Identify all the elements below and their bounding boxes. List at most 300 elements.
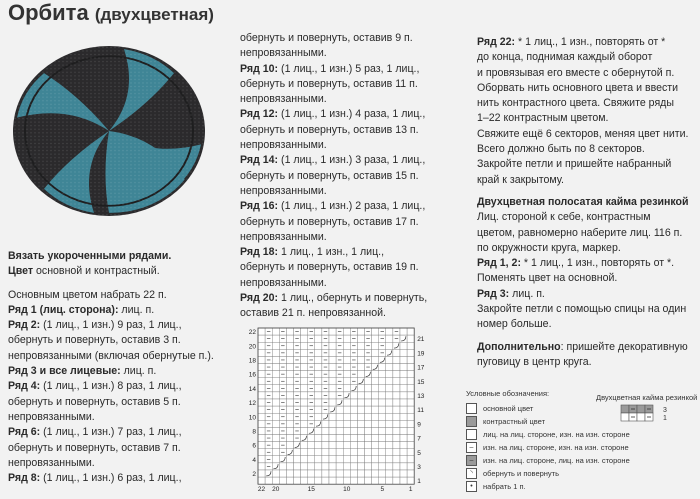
edge-row-label: 3 [663,407,667,414]
chart-cell [258,328,265,335]
chart-cell [343,328,350,335]
chart-cell [393,385,400,392]
chart-cell [393,413,400,420]
chart-cell [386,335,393,342]
chart-cell [393,463,400,470]
chart-cell [379,406,386,413]
chart-cell [407,349,414,356]
dash-square-icon: – [466,442,477,453]
chart-cell [315,392,322,399]
chart-cell [393,342,400,349]
chart-cell [322,449,329,456]
chart-cell [329,406,336,413]
chart-cell [400,385,407,392]
chart-cell [286,371,293,378]
chart-cell [329,420,336,427]
chart-cell [393,364,400,371]
row-22-cont: нить контрастного цвета. Свяжите ряды [477,97,674,110]
chart-cell [286,463,293,470]
chart-cell [279,470,286,477]
chart-cell [272,420,279,427]
chart-cell [343,371,350,378]
chart-cell [379,356,386,363]
chart-cell [258,449,265,456]
chart-cell [286,477,293,484]
chart-cell [301,385,308,392]
chart-cell [308,456,315,463]
chart-cell [322,456,329,463]
row-22-cont: до конца, поднимая каждый оборот [477,51,653,64]
cast-on-line: Основным цветом набрать 22 п. [8,288,167,301]
chart-cell [301,399,308,406]
chart-cell [357,378,364,385]
chart-cell [258,378,265,385]
chart-cell [315,335,322,342]
blank-square-icon [466,429,477,440]
chart-cell [322,477,329,484]
chart-cell [372,392,379,399]
chart-cell [329,399,336,406]
chart-cell [365,477,372,484]
chart-cell [301,335,308,342]
row-2: Ряд 2: (1 лиц., 1 изн.) 9 раз, 1 лиц., [8,319,182,332]
row-label-right: 1 [417,478,421,486]
chart-cell [343,463,350,470]
chart-cell [393,349,400,356]
chart-cell [372,371,379,378]
chart-cell [272,463,279,470]
chart-cell [329,463,336,470]
row-6: Ряд 6: (1 лиц., 1 изн.) 7 раз, 1 лиц., [8,426,182,439]
row-label-right: 3 [417,464,421,471]
row-label-right: 21 [417,336,425,344]
row-14: Ряд 14: (1 лиц., 1 изн.) 3 раза, 1 лиц., [240,154,426,167]
chart-cell [372,427,379,434]
row-22-cont: Закройте петли и пришейте набранный [477,158,672,171]
chart-cell [372,435,379,442]
chart-cell [272,442,279,449]
chart-cell [400,356,407,363]
chart-cell [286,349,293,356]
chart-cell [294,470,301,477]
chart-cell [272,427,279,434]
col-label: 20 [272,486,280,494]
chart-cell [315,449,322,456]
chart-cell [258,349,265,356]
chart-cell [393,392,400,399]
chart-cell [329,371,336,378]
row-4-cont: обернуть и повернуть, оставив 5 п. [8,395,181,408]
chart-cell [329,435,336,442]
chart-cell [343,342,350,349]
chart-cell [286,392,293,399]
chart-cell [343,406,350,413]
chart-cell [336,470,343,477]
chart-cell [365,371,372,378]
chart-cell [407,378,414,385]
chart-cell [357,385,364,392]
dash-square-icon: – [466,455,477,466]
row-label-left: 6 [252,442,256,450]
chart-cell [258,456,265,463]
chart-cell [315,435,322,442]
col-label: 1 [408,486,413,494]
chart-cell [365,385,372,392]
chart-cell [357,349,364,356]
chart-cell [258,477,265,484]
chart-cell [336,420,343,427]
chart-cell [357,449,364,456]
chart-cell [329,449,336,456]
chart-cell [407,385,414,392]
row-8: Ряд 8: (1 лиц., 1 изн.) 6 раз, 1 лиц., [8,472,182,485]
chart-cell [393,378,400,385]
chart-cell [301,356,308,363]
wrap-square-icon: ◝ [466,468,477,479]
chart-cell [407,335,414,342]
chart-cell [357,342,364,349]
legend-item: – изн. на лиц. стороне, лиц. на изн. стороне [466,454,630,467]
row-4-cont: непровязанными. [8,410,95,423]
chart-cell [379,427,386,434]
chart-cell [407,399,414,406]
chart-cell [372,385,379,392]
row-22: Ряд 22: * 1 лиц., 1 изн., повторять от * [477,36,666,48]
chart-cell [258,463,265,470]
chart-cell [315,477,322,484]
chart-cell [400,378,407,385]
chart-cell [294,442,301,449]
chart-cell [258,442,265,449]
chart-cell [272,356,279,363]
chart-cell [357,413,364,420]
chart-cell [301,420,308,427]
row-14-cont: непровязанными. [240,184,327,197]
chart-cell [315,420,322,427]
chart-cell [343,399,350,406]
chart-cell [279,463,286,470]
chart-cell [286,378,293,385]
chart-cell [301,378,308,385]
edge-section-title: Двухцветная полосатая кайма резинкой [477,195,689,208]
row-label-left: 12 [248,400,256,408]
legend [466,389,630,493]
chart-cell [286,442,293,449]
chart-cell [286,470,293,477]
chart-cell [258,406,265,413]
chart-cell [315,456,322,463]
row-22-cont: край к закрытому. [477,173,564,186]
chart-cell [372,470,379,477]
legend-item: ◝ обернуть и повернуть [466,467,630,480]
chart-cell [350,435,357,442]
chart-cell [301,470,308,477]
chart-cell [308,442,315,449]
knitting-chart [244,324,444,499]
row-22-cont: и провязывая его вместе с обернутой п. [477,66,675,79]
edge-row-1-2-cont: Поменять цвет на основной. [477,272,618,285]
chart-cell [343,356,350,363]
chart-cell [315,442,322,449]
row-22-cont: Свяжите ещё 6 секторов, меняя цвет нити. [477,127,689,140]
chart-cell [372,364,379,371]
chart-cell [322,413,329,420]
chart-cell [301,449,308,456]
chart-cell [301,392,308,399]
chart-cell [308,470,315,477]
chart-cell [350,463,357,470]
chart-cell [379,392,386,399]
chart-cell [400,463,407,470]
chart-cell [272,378,279,385]
extra-note-cont: пуговицу в центр круга. [477,355,592,368]
chart-cell [279,477,286,484]
chart-cell [286,328,293,335]
chart-cell [393,470,400,477]
chart-cell [386,342,393,349]
chart-cell [258,392,265,399]
chart-cell [407,449,414,456]
chart-cell [315,385,322,392]
chart-cell [329,413,336,420]
chart-cell [301,328,308,335]
row-label-left: 18 [248,357,256,365]
chart-cell [294,456,301,463]
chart-cell [372,406,379,413]
chart-cell [329,349,336,356]
row-label-right: 11 [417,407,424,415]
chart-cell [272,406,279,413]
row-label-left: 16 [248,371,256,379]
row-label-right: 5 [417,449,421,457]
chart-cell [286,413,293,420]
chart-cell [329,477,336,484]
chart-cell [329,456,336,463]
chart-cell [343,449,350,456]
chart-cell [272,335,279,342]
chart-cell [365,449,372,456]
chart-cell [258,371,265,378]
chart-cell [379,413,386,420]
chart-cell [258,356,265,363]
row-label-right: 19 [417,350,425,358]
chart-cell [350,477,357,484]
chart-cell [365,442,372,449]
chart-cell [400,371,407,378]
chart-cell [286,420,293,427]
chart-cell [400,427,407,434]
chart-cell [336,427,343,434]
chart-cell [329,356,336,363]
chart-cell [343,477,350,484]
chart-cell [400,349,407,356]
chart-cell [379,385,386,392]
chart-cell [343,364,350,371]
chart-cell [407,435,414,442]
chart-cell [365,470,372,477]
chart-cell [258,413,265,420]
legend-item: лиц. на лиц. стороне, изн. на изн. стороне [466,428,630,441]
chart-cell [301,349,308,356]
chart-cell [357,442,364,449]
chart-cell [258,470,265,477]
chart-cell [350,413,357,420]
edge-row-3: Ряд 3: лиц. п. [477,287,545,300]
chart-cell [343,413,350,420]
chart-cell [286,449,293,456]
chart-cell [372,342,379,349]
chart-cell [343,456,350,463]
chart-cell [329,364,336,371]
chart-cell [400,442,407,449]
chart-cell [357,399,364,406]
row-22-cont: Всего должно быть по 8 секторов. [477,143,645,156]
row-8-cont: обернуть и повернуть, оставив 9 п. [240,32,413,44]
chart-cell [393,456,400,463]
chart-cell [315,378,322,385]
chart-cell [272,399,279,406]
chart-cell [400,470,407,477]
row-18-cont: непровязанными. [240,276,327,289]
chart-cell [407,470,414,477]
chart-cell [407,364,414,371]
chart-cell [315,371,322,378]
chart-cell [336,463,343,470]
chart-cell [315,413,322,420]
chart-cell [343,335,350,342]
chart-cell [258,364,265,371]
chart-cell [258,335,265,342]
dot-square-icon: • [466,481,477,492]
row-10: Ряд 10: (1 лиц., 1 изн.) 5 раз, 1 лиц., [240,62,420,75]
edge-row-1-2: Ряд 1, 2: * 1 лиц., 1 изн., повторять от *. [477,257,675,270]
chart-cell [372,349,379,356]
chart-cell [329,392,336,399]
instructions-column-2 [240,31,427,322]
intro-line: Цвет основной и контрастный. [8,265,160,278]
col-label: 10 [343,486,351,494]
chart-cell [315,427,322,434]
chart-cell [286,427,293,434]
chart-cell [308,463,315,470]
chart-cell [400,413,407,420]
chart-cell [350,449,357,456]
chart-cell [301,406,308,413]
row-label-right: 17 [417,364,425,372]
chart-cell [301,456,308,463]
row-label-right: 7 [417,435,421,443]
chart-cell [386,442,393,449]
intro-line: Вязать укороченными рядами. [8,250,172,262]
edge-row-3-cont: Закройте петли с помощью спицы на один [477,303,687,316]
chart-cell [329,427,336,434]
chart-cell [329,378,336,385]
chart-cell [372,449,379,456]
chart-cell [400,342,407,349]
chart-cell [386,449,393,456]
chart-cell [294,449,301,456]
chart-cell [407,427,414,434]
chart-cell [258,385,265,392]
chart-cell [343,470,350,477]
col-label: 15 [307,486,315,494]
chart-cell [329,442,336,449]
chart-cell [365,435,372,442]
chart-cell [357,364,364,371]
chart-cell [272,470,279,477]
legend-item: – изн. на лиц. стороне, изн. на изн. стороне [466,441,630,454]
gray-square-icon [466,416,477,427]
row-20: Ряд 20: 1 лиц., обернуть и повернуть, [240,292,428,305]
chart-cell [365,413,372,420]
row-10-cont: обернуть и повернуть, оставив 11 п. [240,77,418,90]
row-3: Ряд 3 и все лицевые: лиц. п. [8,365,157,378]
chart-cell [329,470,336,477]
chart-cell [343,349,350,356]
chart-cell [407,356,414,363]
chart-cell [336,477,343,484]
chart-cell [286,456,293,463]
chart-cell [315,399,322,406]
instructions-column-3 [477,35,689,370]
chart-cell [407,463,414,470]
legend-title: Условные обозначения: [466,389,550,398]
chart-cell [365,378,372,385]
row-16-cont: обернуть и повернуть, оставив 17 п. [240,215,419,228]
chart-cell [357,477,364,484]
chart-cell [322,427,329,434]
chart-cell [350,399,357,406]
chart-cell [379,399,386,406]
chart-cell [286,385,293,392]
chart-cell [357,328,364,335]
chart-cell [393,371,400,378]
chart-cell [357,371,364,378]
chart-cell [379,456,386,463]
row-1: Ряд 1 (лиц. сторона): лиц. п. [8,303,155,316]
chart-cell [379,449,386,456]
chart-cell [336,449,343,456]
row-12-cont: непровязанными. [240,139,327,152]
row-16-cont: непровязанными. [240,230,327,243]
chart-cell [258,420,265,427]
chart-cell [386,435,393,442]
chart-cell [315,463,322,470]
chart-cell [258,427,265,434]
row-6-cont: непровязанными. [8,456,95,469]
chart-cell [386,385,393,392]
chart-cell [357,420,364,427]
chart-cell [372,442,379,449]
chart-cell [301,435,308,442]
chart-cell [322,463,329,470]
chart-cell [272,342,279,349]
chart-cell [350,427,357,434]
chart-cell [372,378,379,385]
chart-cell [386,406,393,413]
legend-item: • набрать 1 п. [466,480,630,493]
title-subtitle: (двухцветная) [94,5,214,24]
chart-cell [372,335,379,342]
chart-cell [400,456,407,463]
chart-cell [272,413,279,420]
chart-cell [336,399,343,406]
chart-cell [386,456,393,463]
col-label: 22 [257,486,266,494]
chart-cell [350,420,357,427]
chart-cell [407,442,414,449]
row-12-cont: обернуть и повернуть, оставив 13 п. [240,123,419,136]
